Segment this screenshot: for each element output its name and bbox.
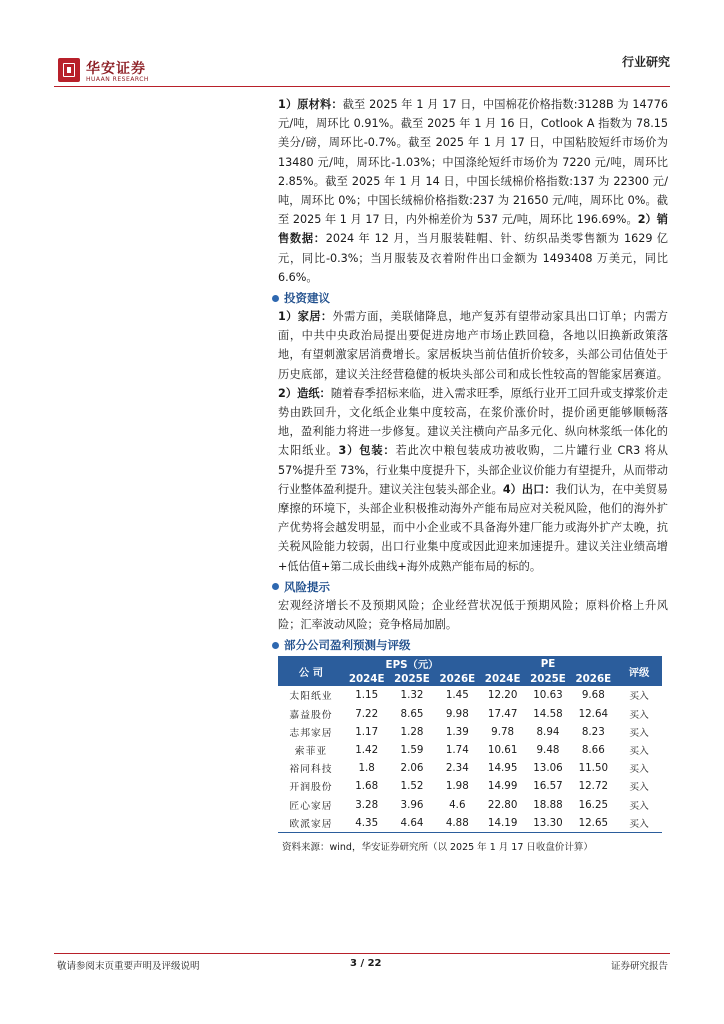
eps-cell: 1.15 — [355, 689, 379, 702]
paper-label: 2）造纸： — [278, 386, 331, 400]
pe-cell: 13.06 — [533, 762, 563, 775]
company-cell: 裕同科技 — [289, 764, 333, 776]
eps-cell: 4.88 — [435, 814, 480, 833]
table-row — [278, 814, 662, 833]
logo-text-cn: 华安证券 — [86, 61, 146, 77]
col-year: 2026E — [435, 671, 480, 686]
table-row — [278, 704, 662, 722]
eps-cell: 1.68 — [355, 780, 379, 793]
company-cell: 索菲亚 — [294, 745, 328, 757]
eps-cell: 1.59 — [400, 743, 424, 756]
eps-cell: 4.64 — [389, 814, 434, 833]
pe-cell: 8.23 — [581, 725, 605, 738]
eps-cell: 1.45 — [445, 689, 469, 702]
paper-text: 随着春季招标来临，进入需求旺季，原纸行业开工回升或支撑浆价走势由跌回升，文化纸企业集中度较高，在浆价涨价时，提价函更能够顺畅落地，盈利能力将进一步修复。建议关注横向产品多元化、纵向林浆纸一体化的太阳纸业。 — [278, 386, 668, 458]
pe-cell: 11.50 — [578, 762, 609, 775]
eps-cell: 4.6 — [449, 798, 466, 811]
footer-report-type: 证券研究报告 — [610, 961, 668, 972]
export-text: 我们认为，在中美贸易摩擦的环境下，头部企业积极推动海外产能布局应对关税风险，他们的海外扩产优势将会越发明显，而中小企业或不具备海外建厂能力或海外扩产太晚，抗关税风险能力较弱，出口行业集中度或因此迎来加速提升。建议关注业绩高增+低估值+第二成长曲线+海外成熟产能布局的标的。 — [278, 482, 668, 573]
eps-cell: 3.96 — [400, 798, 424, 811]
sales-data-label: 2）销售数据： — [278, 213, 668, 246]
pe-cell: 14.58 — [533, 707, 563, 720]
rating-cell: 买入 — [629, 764, 649, 776]
pe-cell: 16.25 — [578, 798, 609, 811]
col-eps: EPS（元） — [344, 656, 480, 671]
pe-cell: 14.99 — [487, 780, 518, 793]
raw-materials-text: 截至 2025 年 1 月 17 日，中国棉花价格指数:3128B 为 14776 元/吨，周环比 0.91%。截至 2025 年 1 月 16 日，Cotlook A 指数为 78.15 美分/磅，周环比-0.7%。截至 2025 年 1 月 17 日，中国粘胶短纤市场价为 13480 元/吨，周环比-1.03%；中国涤纶短纤市场价为 7220 元/吨，周环比 2.85%。截至 2025 年 1 月 14 日，中国长绒棉价格指数:137 为 22300 元/吨，周环比 0%；中国长绒棉价格指数:237 为 21650 元/吨，周环比 0%。截至 2025 年 1 月 17 日，内外棉差价为 537 元/吨，周环比 196.69%。 — [278, 98, 669, 227]
footer-disclaimer: 敬请参阅末页重要声明及评级说明 — [57, 961, 200, 972]
eps-cell: 7.22 — [355, 707, 379, 720]
eps-cell: 4.35 — [344, 814, 389, 833]
forecast-table-heading — [272, 636, 668, 654]
eps-cell: 1.42 — [355, 743, 379, 756]
pe-cell: 8.66 — [581, 743, 605, 756]
eps-cell: 1.17 — [355, 725, 379, 738]
bullet-dot-icon — [272, 583, 279, 590]
risk-paragraph: 宏观经济增长不及预期风险；企业经营状况低于预期风险；原料价格上升风险；汇率波动风险；竞争格局加剧。 — [278, 598, 668, 632]
eps-cell: 1.74 — [445, 743, 469, 756]
header-divider — [54, 86, 670, 87]
sales-data-text: 2024 年 12 月，当月服装鞋帽、针、纺织品类零售额为 1629 亿元，同比-0.3%；当月服装及衣着附件出口金额为 1493408 万美元，同比 6.6%。 — [278, 232, 668, 284]
company-cell: 匠心家居 — [289, 800, 333, 812]
eps-cell: 8.65 — [400, 707, 424, 720]
eps-cell: 3.28 — [355, 798, 379, 811]
pe-cell: 8.94 — [536, 725, 560, 738]
eps-cell: 1.28 — [400, 725, 424, 738]
raw-materials-paragraph — [278, 95, 668, 287]
col-year: 2024E — [344, 671, 389, 686]
forecast-table — [278, 656, 662, 833]
pe-cell: 13.30 — [525, 814, 570, 833]
rating-cell: 买入 — [629, 782, 649, 794]
rating-cell: 买入 — [629, 709, 649, 721]
rating-cell: 买入 — [629, 745, 649, 757]
eps-cell: 1.39 — [445, 725, 469, 738]
pe-cell: 16.57 — [533, 780, 563, 793]
rating-cell: 买入 — [629, 800, 649, 812]
pe-cell: 10.63 — [533, 689, 563, 702]
col-rating: 评级 — [616, 656, 662, 686]
eps-cell: 1.32 — [400, 689, 424, 702]
risk-heading-text: 风险提示 — [284, 579, 330, 594]
document-type: 行业研究 — [621, 55, 670, 69]
home-text: 外需方面，美联储降息，地产复苏有望带动家具出口订单；内需方面，中共中央政治局提出要促进房地产市场止跌回稳，各地以旧换新政策落地，有望刺激家居消费增长。家居板块当前估值折价较多，头部公司估值处于历史底部，建议关注经营稳健的板块头部公司和成长性较高的智能家居赛道。 — [278, 310, 668, 381]
company-cell: 太阳纸业 — [289, 691, 333, 703]
table-row — [278, 741, 662, 759]
pe-cell: 12.20 — [487, 689, 518, 702]
rating-cell: 买入 — [616, 814, 662, 833]
main-content — [278, 95, 668, 853]
pe-cell: 12.65 — [571, 814, 616, 833]
eps-cell: 1.52 — [400, 780, 424, 793]
rating-cell: 买入 — [629, 691, 649, 703]
investment-heading — [272, 289, 668, 307]
table-row — [278, 777, 662, 795]
pe-cell: 9.68 — [581, 689, 605, 702]
pe-cell: 12.64 — [578, 707, 609, 720]
raw-materials-label: 1）原材料： — [278, 98, 343, 111]
risk-heading — [272, 578, 668, 596]
pe-cell: 14.95 — [487, 762, 518, 775]
investment-paragraph — [278, 307, 668, 576]
company-cell: 欧派家居 — [278, 814, 344, 833]
company-cell: 嘉益股份 — [289, 709, 333, 721]
eps-cell: 2.34 — [445, 762, 469, 775]
col-year: 2024E — [480, 671, 525, 686]
pe-cell: 9.48 — [536, 743, 560, 756]
eps-cell: 2.06 — [400, 762, 424, 775]
investment-heading-text: 投资建议 — [284, 291, 330, 306]
company-cell: 志邦家居 — [289, 727, 333, 739]
table-row — [278, 686, 662, 704]
home-label: 1）家居： — [278, 310, 333, 324]
page-header — [0, 0, 724, 86]
forecast-table-heading-text: 部分公司盈利预测与评级 — [284, 638, 411, 653]
col-pe: PE — [480, 656, 616, 671]
pe-cell: 17.47 — [487, 707, 518, 720]
footer-divider — [54, 953, 670, 954]
eps-cell: 9.98 — [445, 707, 469, 720]
pe-cell: 12.72 — [578, 780, 609, 793]
table-row — [278, 795, 662, 813]
rating-cell: 买入 — [629, 727, 649, 739]
col-year: 2025E — [389, 671, 434, 686]
table-row — [278, 723, 662, 741]
logo-text-en: HUAAN RESEARCH — [86, 76, 149, 83]
table-row — [278, 759, 662, 777]
pe-cell: 9.78 — [491, 725, 515, 738]
eps-cell: 1.98 — [445, 780, 469, 793]
pack-text: 若此次中粮包装成功被收购，二片罐行业 CR3 将从 57%提升至 73%，行业集中度提升下，头部企业议价能力有望提升，从而带动行业整体盈利提升。建议关注包装头部企业。 — [278, 444, 668, 496]
bullet-dot-icon — [272, 295, 279, 302]
table-source-note: 资料来源：wind，华安证券研究所（以 2025 年 1 月 17 日收盘价计算） — [282, 841, 593, 853]
pe-cell: 22.80 — [487, 798, 518, 811]
col-year: 2025E — [525, 671, 570, 686]
col-year: 2026E — [571, 671, 616, 686]
pe-cell: 10.61 — [487, 743, 518, 756]
page-number: 3 / 22 — [350, 958, 382, 969]
pack-label: 3）包装： — [338, 444, 396, 458]
col-company: 公 司 — [278, 656, 344, 686]
pe-cell: 18.88 — [533, 798, 563, 811]
eps-cell: 1.8 — [358, 762, 375, 775]
forecast-table-body — [278, 686, 662, 832]
export-label: 4）出口： — [502, 482, 556, 496]
pe-cell: 14.19 — [480, 814, 525, 833]
bullet-dot-icon — [272, 642, 279, 649]
huaan-logo-icon — [58, 58, 80, 82]
company-cell: 开润股份 — [289, 782, 333, 794]
